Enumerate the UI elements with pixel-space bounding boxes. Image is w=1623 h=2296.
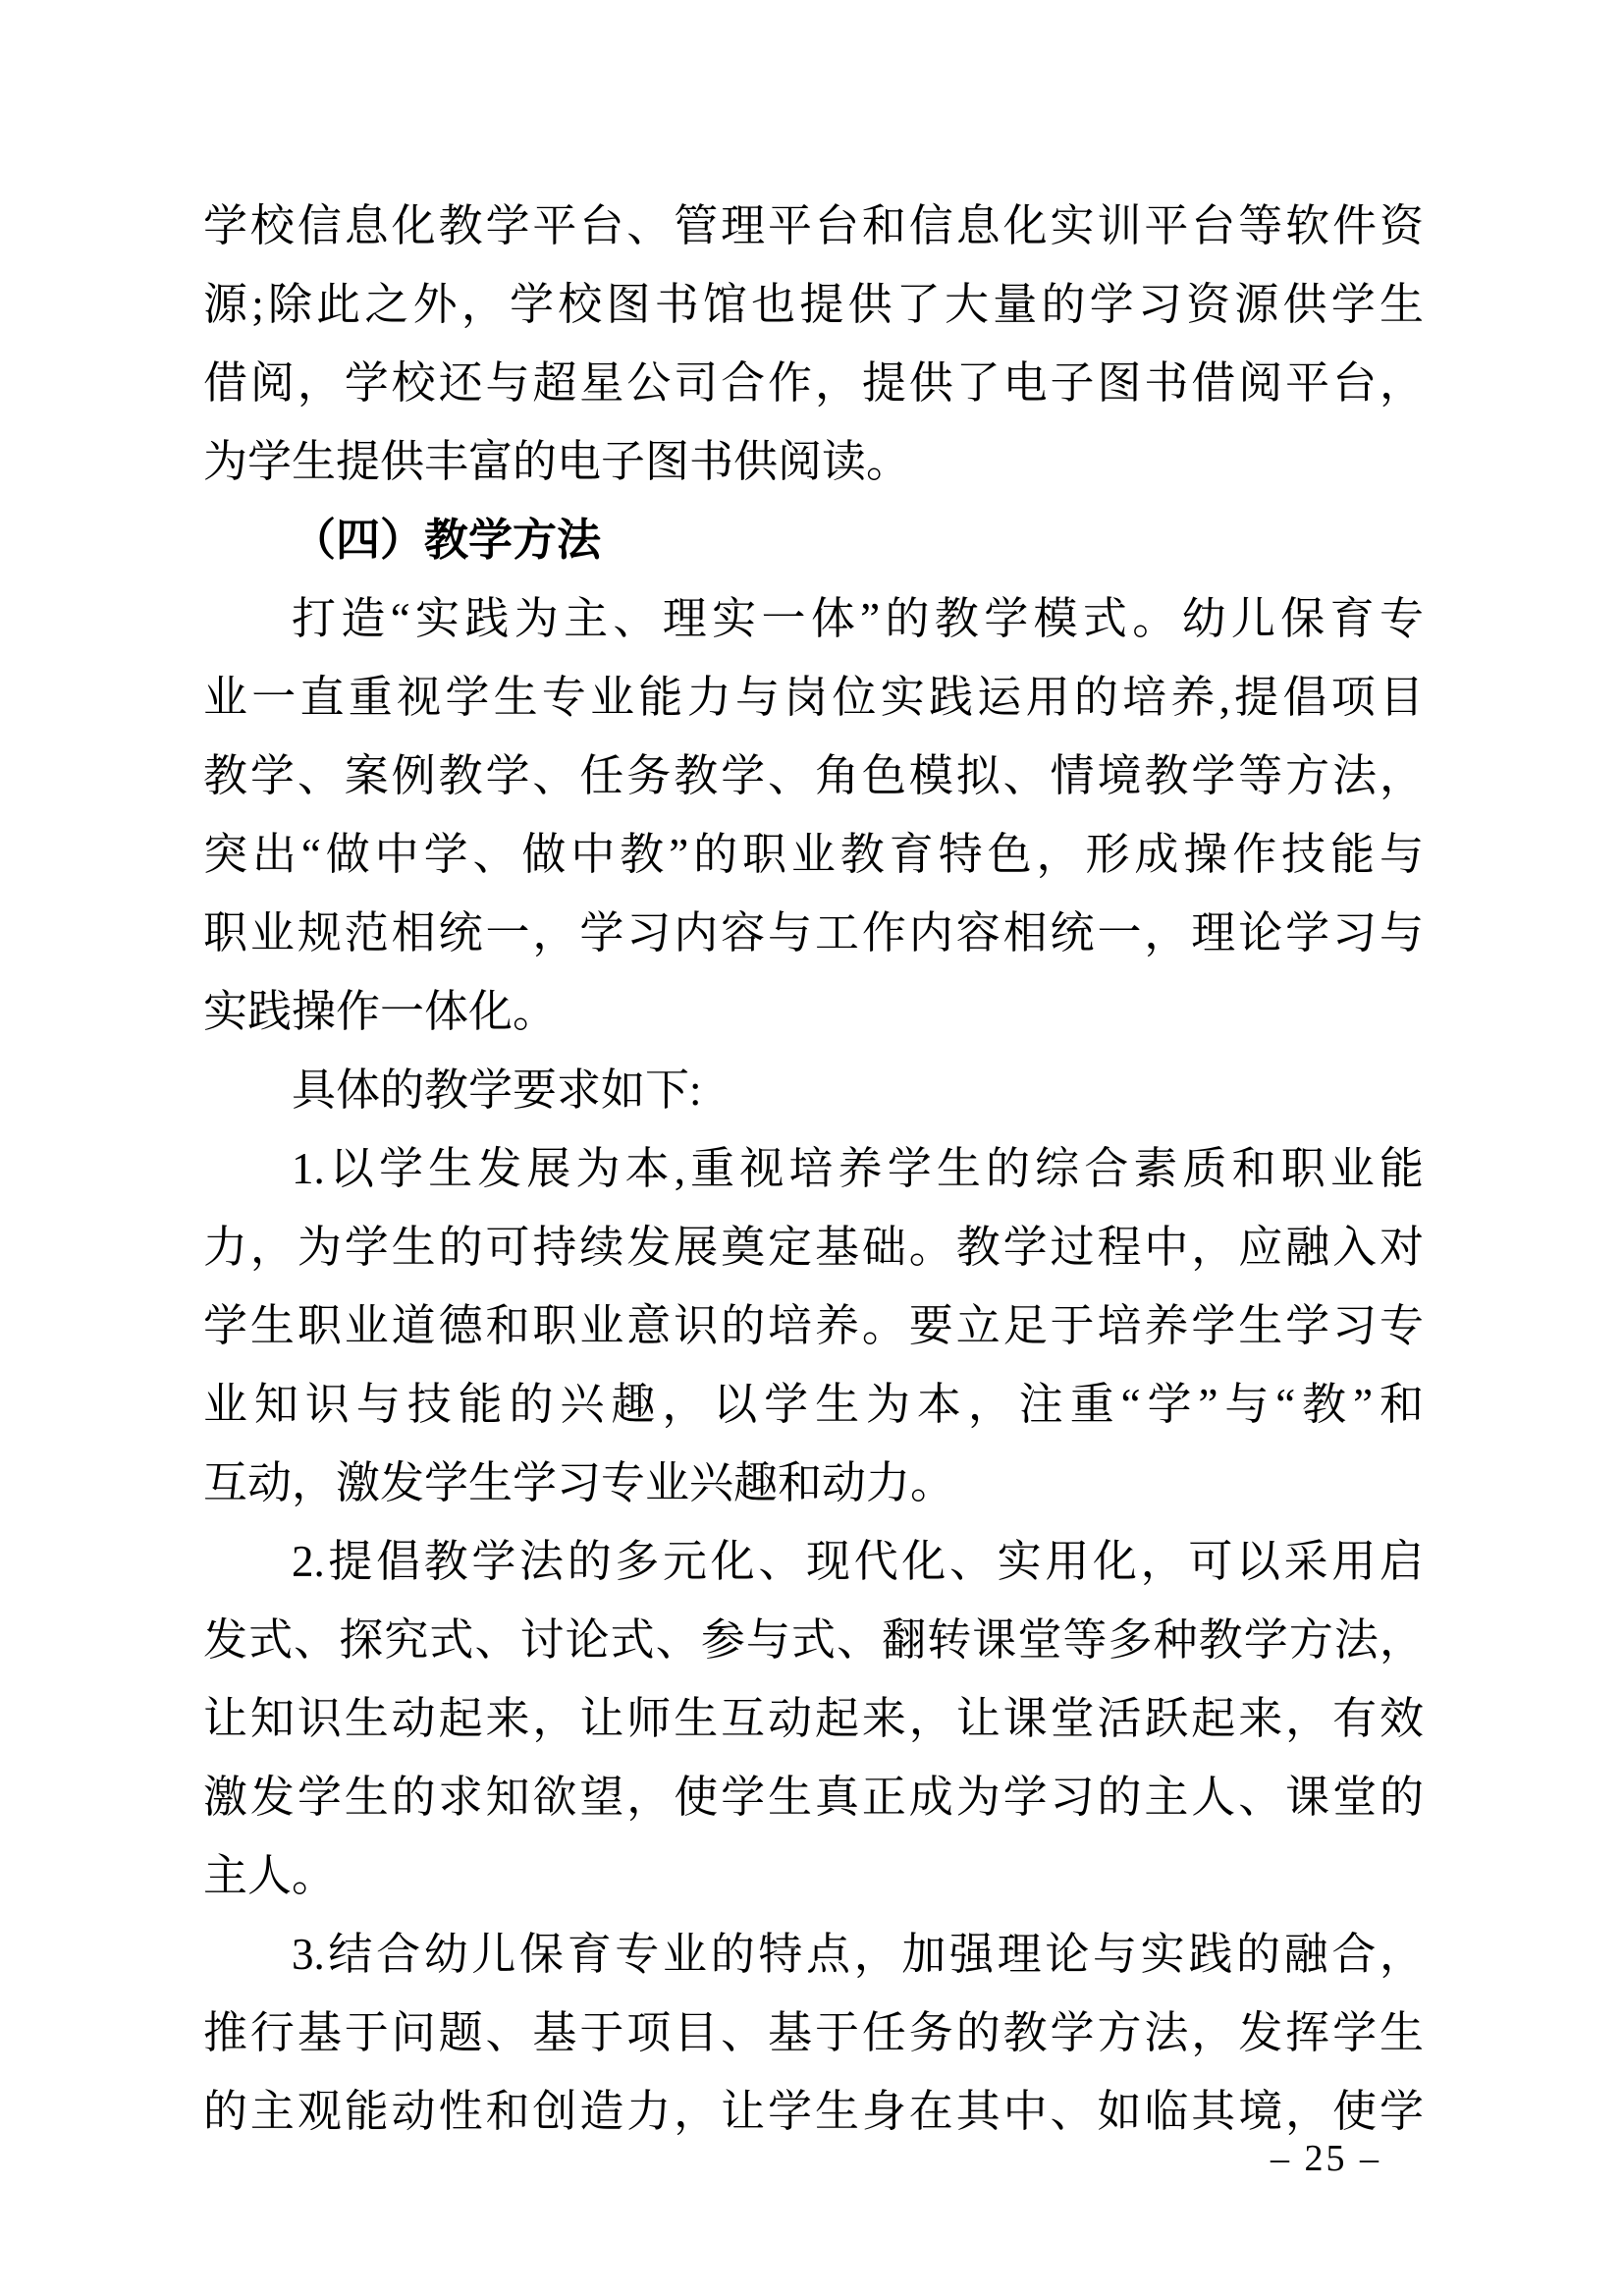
paragraph-requirement-2 (203, 1522, 1424, 1915)
text-line: 学校信息化教学平台、管理平台和信息化实训平台等软件资 (203, 201, 1424, 250)
text-line: 实践操作一体化。 (203, 987, 558, 1036)
heading-section-4-teaching-methods (203, 501, 1424, 579)
text-line: 激发学生的求知欲望，使学生真正成为学习的主人、课堂的 (203, 1773, 1424, 1822)
text-line: 的主观能动性和创造力，让学生身在其中、如临其境，使学 (203, 2087, 1424, 2136)
paragraph-teaching-mode (203, 579, 1424, 1051)
text-line: 源;除此之外，学校图书馆也提供了大量的学习资源供学生 (203, 280, 1424, 329)
text-line: 突出“做中学、做中教”的职业教育特色，形成操作技能与 (203, 830, 1424, 879)
text-line: 业一直重视学生专业能力与岗位实践运用的培养,提倡项目 (203, 673, 1424, 722)
text-line: 业知识与技能的兴趣，以学生为本，注重“学”与“教”和 (203, 1380, 1424, 1429)
text-line: 1.以学生发展为本,重视培养学生的综合素质和职业能 (292, 1144, 1424, 1193)
text-line: 2.提倡教学法的多元化、现代化、实用化，可以采用启 (292, 1537, 1424, 1586)
text-line: 主人。 (203, 1851, 337, 1900)
text-line: 借阅，学校还与超星公司合作，提供了电子图书借阅平台， (203, 358, 1424, 408)
text-line: 学生职业道德和职业意识的培养。要立足于培养学生学习专 (203, 1301, 1424, 1350)
paragraph-software-resources (203, 187, 1424, 501)
text-line: 互动，激发学生学习专业兴趣和动力。 (203, 1458, 955, 1507)
text-line: 推行基于问题、基于项目、基于任务的教学方法，发挥学生 (203, 2008, 1424, 2057)
text-line: 力，为学生的可持续发展奠定基础。教学过程中，应融入对 (203, 1223, 1424, 1272)
page-number: – 25 – (1271, 2138, 1381, 2179)
paragraph-requirement-1 (203, 1129, 1424, 1522)
text-line: 职业规范相统一，学习内容与工作内容相统一，理论学习与 (203, 908, 1424, 957)
text-line: （四）教学方法 (292, 516, 602, 565)
paragraph-requirement-3 (203, 1915, 1424, 2151)
text-line: 发式、探究式、讨论式、参与式、翻转课堂等多种教学方法， (203, 1615, 1424, 1665)
document-body (203, 187, 1424, 2151)
text-line: 打造“实践为主、理实一体”的教学模式。幼儿保育专 (292, 594, 1424, 643)
text-line: 具体的教学要求如下: (292, 1066, 702, 1115)
text-line: 让知识生动起来，让师生互动起来，让课堂活跃起来，有效 (203, 1694, 1424, 1743)
text-line: 为学生提供丰富的电子图书供阅读。 (203, 437, 911, 486)
paragraph-requirements-intro (203, 1051, 1424, 1129)
text-line: 3.结合幼儿保育专业的特点，加强理论与实践的融合， (292, 1930, 1424, 1979)
text-line: 教学、案例教学、任务教学、角色模拟、情境教学等方法， (203, 751, 1424, 800)
